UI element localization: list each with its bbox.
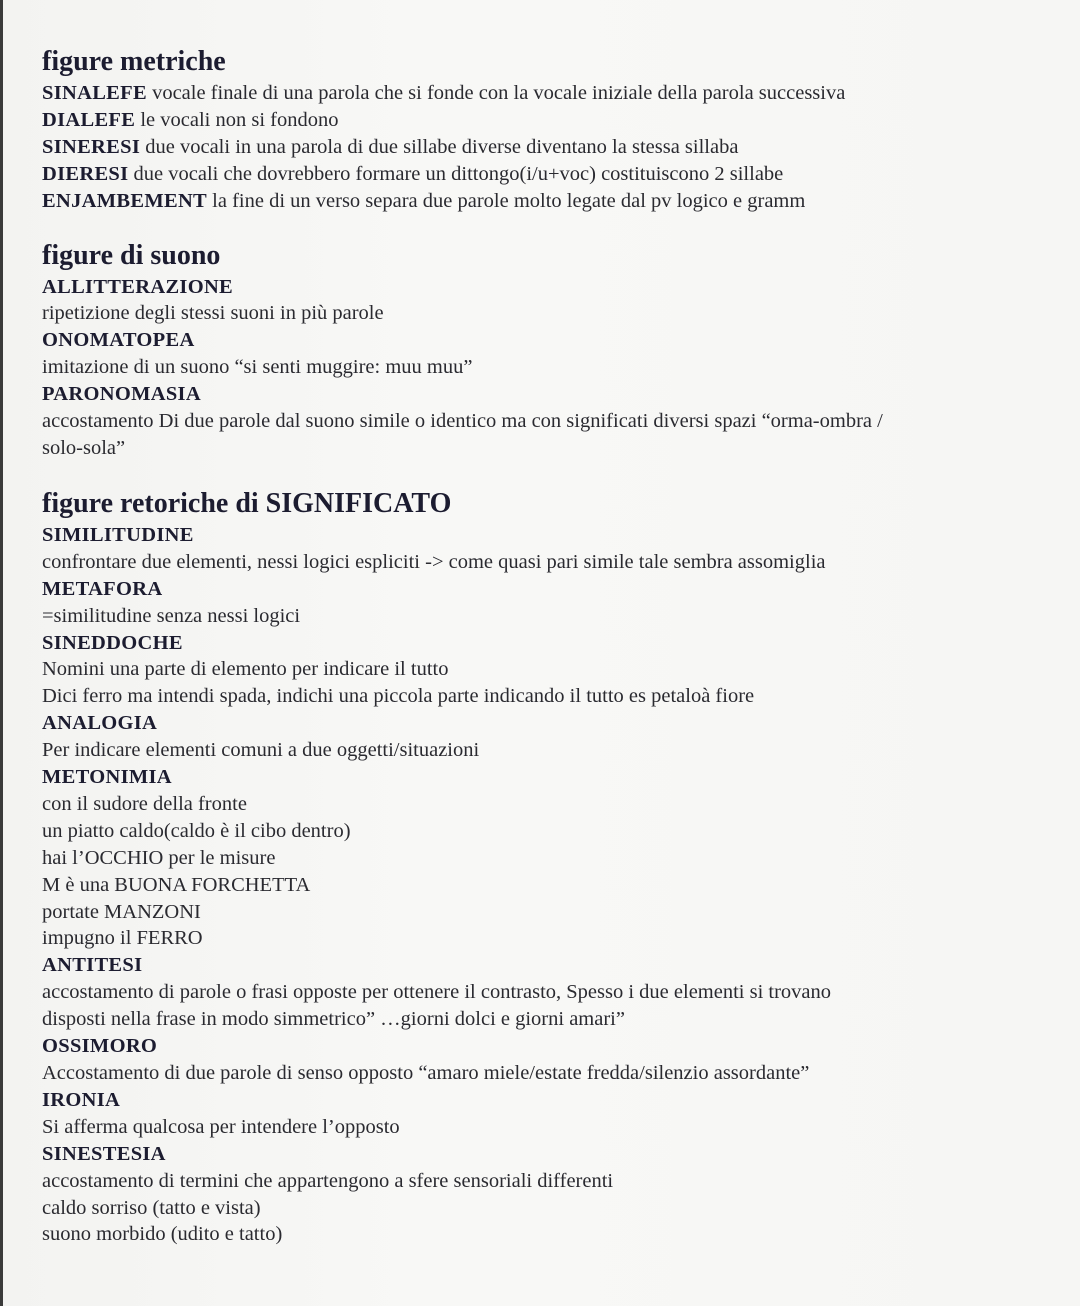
- term-heading: PARONOMASIA: [42, 383, 201, 406]
- definition-line: [42, 80, 1052, 107]
- definition-line: imitazione di un suono “si senti muggire: muu muu”: [42, 356, 473, 379]
- section-figure-metriche: [42, 44, 1052, 215]
- term-heading: METAFORA: [42, 577, 163, 600]
- term: ENJAMBEMENT: [42, 189, 208, 212]
- definition-line: disposti nella frase in modo simmetrico” …giorni dolci e giorni amari”: [42, 1008, 625, 1031]
- definition: due vocali che dovrebbero formare un dittongo(i/u+voc) costituiscono 2 sillabe: [128, 162, 784, 185]
- term-heading: ANALOGIA: [42, 712, 158, 735]
- term: SINERESI: [42, 135, 141, 158]
- example-line: impugno il FERRO: [42, 927, 203, 950]
- definition-line: accostamento di parole o frasi opposte per ottenere il contrasto, Spesso i due elementi si trovano: [42, 981, 832, 1004]
- definition-line: Accostamento di due parole di senso opposto “amaro miele/estate fredda/silenzio assordante”: [42, 1062, 810, 1084]
- definition-line: Nomini una parte di elemento per indicare il tutto: [42, 658, 449, 681]
- term: SINALEFE: [42, 82, 147, 104]
- example-line: un piatto caldo(caldo è il cibo dentro): [42, 819, 351, 842]
- section-figure-retoriche-di-significato: [42, 486, 1052, 1248]
- definition-line: confrontare due elementi, nessi logici espliciti -> come quasi pari simile tale sembra assomiglia: [42, 550, 826, 573]
- definition-line: [42, 161, 1052, 188]
- example-line: hai l’OCCHIO per le misure: [42, 846, 276, 869]
- definition-line: =similitudine senza nessi logici: [42, 604, 301, 627]
- definition-line: solo-sola”: [42, 436, 126, 459]
- section-title: figure di suono: [42, 239, 221, 271]
- example-line: M è una BUONA FORCHETTA: [42, 873, 311, 896]
- definition-line: accostamento Di due parole dal suono simile o identico ma con significati diversi spazi “orma-ombra /: [42, 410, 883, 433]
- definition: vocale finale di una parola che si fonde con la vocale iniziale della parola successiva: [146, 82, 846, 104]
- definition-line: Per indicare elementi comuni a due oggetti/situazioni: [42, 739, 480, 762]
- example-line: portate MANZONI: [42, 900, 201, 923]
- term: DIALEFE: [42, 108, 136, 131]
- definition-line: Dici ferro ma intendi spada, indichi una piccola parte indicando il tutto es petaloà fiore: [42, 685, 755, 708]
- example-line: caldo sorriso (tatto e vista): [42, 1196, 261, 1219]
- definition: due vocali in una parola di due sillabe diverse diventano la stessa sillaba: [140, 135, 739, 158]
- term-heading: IRONIA: [42, 1088, 121, 1111]
- term-heading: SIMILITUDINE: [42, 523, 194, 546]
- definition-line: ripetizione degli stessi suoni in più parole: [42, 302, 384, 325]
- term-heading: ALLITTERAZIONE: [42, 275, 234, 298]
- section-title: figure retoriche di SIGNIFICATO: [42, 487, 452, 519]
- term-heading: SINEDDOCHE: [42, 631, 183, 654]
- definition-line: accostamento di termini che appartengono a sfere sensoriali differenti: [42, 1169, 614, 1192]
- definition: la fine di un verso separa due parole molto legate dal pv logico e gramm: [207, 189, 806, 212]
- term-heading: OSSIMORO: [42, 1035, 158, 1058]
- definition-line: [42, 107, 1052, 134]
- document-body: [42, 44, 1052, 1248]
- section-title: figure metriche: [42, 46, 226, 77]
- definition-line: [42, 188, 1052, 215]
- definition-line: Si afferma qualcosa per intendere l’opposto: [42, 1115, 400, 1138]
- term-heading: ONOMATOPEA: [42, 329, 195, 352]
- definition-line: [42, 134, 1052, 161]
- definition: le vocali non si fondono: [135, 108, 339, 131]
- section-figure-di-suono: [42, 238, 1052, 462]
- term-heading: SINESTESIA: [42, 1142, 166, 1165]
- example-line: suono morbido (udito e tatto): [42, 1223, 283, 1246]
- term-heading: ANTITESI: [42, 954, 143, 977]
- term: DIERESI: [42, 162, 129, 185]
- term-heading: METONIMIA: [42, 766, 172, 789]
- example-line: con il sudore della fronte: [42, 792, 247, 815]
